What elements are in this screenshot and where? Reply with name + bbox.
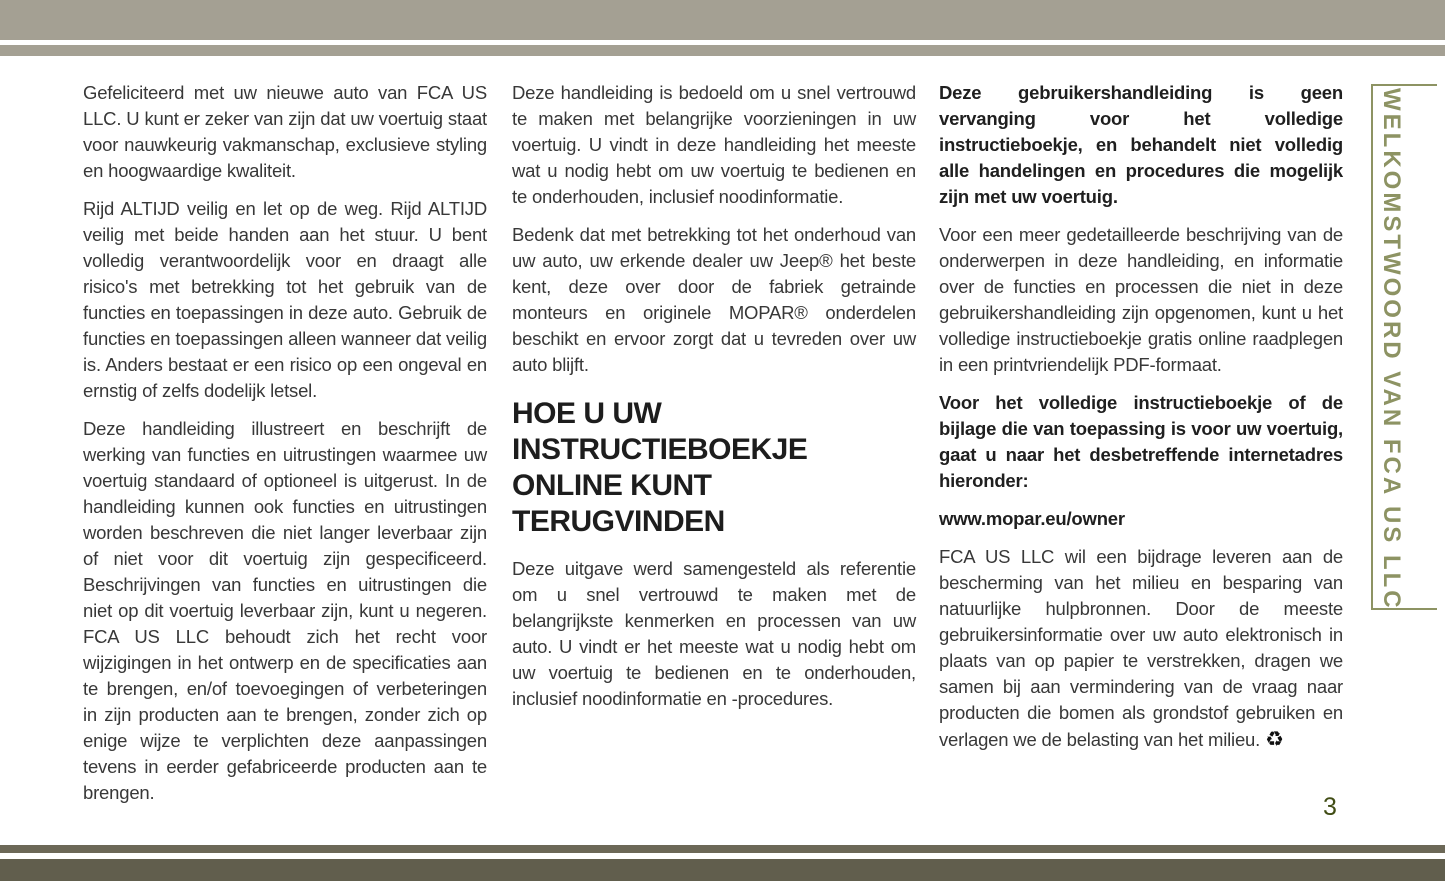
footer-bar-secondary: [0, 845, 1445, 853]
chapter-tab: [1371, 84, 1437, 610]
paragraph-dealer-service: Bedenk dat met betrekking tot het onderhoud van uw auto, uw erkende dealer uw Jeep® het beste kent, deze over door de fabriek getrainde monteurs en originele MOPAR® onderdelen beschikt en ervoor zorgt dat u tevreden over uw auto blijft.: [512, 224, 916, 375]
chapter-tab-vertical-label: WELKOMSTWOORD VAN FCA US LLC: [1378, 88, 1405, 611]
mopar-owner-url: www.mopar.eu/owner: [939, 508, 1125, 529]
header-bar-secondary: [0, 45, 1445, 56]
column-right: [939, 80, 1343, 765]
paragraph-environment: [939, 544, 1343, 753]
column-middle: [512, 80, 916, 724]
paragraph-detailed-description: Voor een meer gedetailleerde beschrijving van de onderwerpen in deze handleiding, en informatie over de functies en processen die niet in deze gebruikershandleiding zijn opgenomen, kunt u het volledige instructieboekje gratis online raadplegen in een printvriendelijk PDF-formaat.: [939, 224, 1343, 375]
paragraph-see-internet-address: Voor het volledige instructieboekje of de bijlage die van toepassing is voor uw voertuig, gaat u naar het desbetreffende internetadres hieronder:: [939, 392, 1343, 491]
paragraph-environment-text: FCA US LLC wil een bijdrage leveren aan de bescherming van het milieu en besparing van natuurlijke hulpbronnen. Door de meeste gebruikersinformatie over uw auto elektronisch in plaats van op papier te verstrekken, dragen we samen bij aan vermindering van de vraag naar producten die bomen als grondstof gebruiken en verlagen we de belasting van het milieu.: [939, 546, 1343, 750]
paragraph-manual-scope: Deze handleiding illustreert en beschrijft de werking van functies en uitrustingen waarmee uw voertuig standaard of optioneel is uitgerust. In de handleiding kunnen ook functies en uitrustingen worden beschreven die niet langer leverbaar zijn of niet voor dit voertuig zijn gespecificeerd. Beschrijvingen van functies en uitrustingen die niet op dit voertuig leverbaar zijn, kunt u negeren. FCA US LLC behoudt zich het recht voor wijzigingen in het ontwerp en de specificaties aan te brengen, en/of toevoegingen of verbeteringen in zijn producten aan te brengen, zonder zich op enige wijze te verplichten deze aanpassingen tevens in eerder gefabriceerde producten aan te brengen.: [83, 418, 487, 803]
paragraph-reference-edition: Deze uitgave werd samengesteld als referentie om u snel vertrouwd te maken met de belangrijkste kenmerken en processen van uw auto. U vindt er het meeste wat u nodig hebt om uw voertuig te bedienen en te onderhouden, inclusief noodinformatie en -procedures.: [512, 558, 916, 709]
paragraph-manual-purpose: Deze handleiding is bedoeld om u snel vertrouwd te maken met belangrijke voorzieningen in uw voertuig. U vindt in deze handleiding het meeste wat u nodig hebt om uw voertuig te bedienen en te onderhouden, inclusief noodinformatie.: [512, 82, 916, 207]
paragraph-congratulations: Gefeliciteerd met uw nieuwe auto van FCA US LLC. U kunt er zeker van zijn dat uw voertuig staat voor nauwkeurig vakmanschap, exclusieve styling en hoogwaardige kwaliteit.: [83, 82, 487, 181]
recycle-icon: ♻: [1265, 727, 1284, 751]
footer-bar-primary: [0, 859, 1445, 881]
column-left: [83, 80, 487, 818]
page-number: 3: [1323, 793, 1337, 821]
paragraph-drive-safely: Rijd ALTIJD veilig en let op de weg. Rijd ALTIJD veilig met beide handen aan het stuur. U bent volledig verantwoordelijk voor en draagt alle risico's met betrekking tot het gebruik van de functies en toepassingen in deze auto. Gebruik de functies en toepassingen alleen wanneer dat veilig is. Anders bestaat er een risico op een ongeval en ernstig of zelfs dodelijk letsel.: [83, 198, 487, 401]
paragraph-not-replacement: Deze gebruikershandleiding is geen vervanging voor het volledige instructieboekje, en behandelt niet volledig alle handelingen en procedures die mogelijk zijn met uw voertuig.: [939, 82, 1343, 207]
header-bar-primary: [0, 0, 1445, 40]
section-heading-online-manual: HOE U UW INSTRUCTIEBOEKJE ONLINE KUNT TERUGVINDEN: [512, 397, 808, 538]
